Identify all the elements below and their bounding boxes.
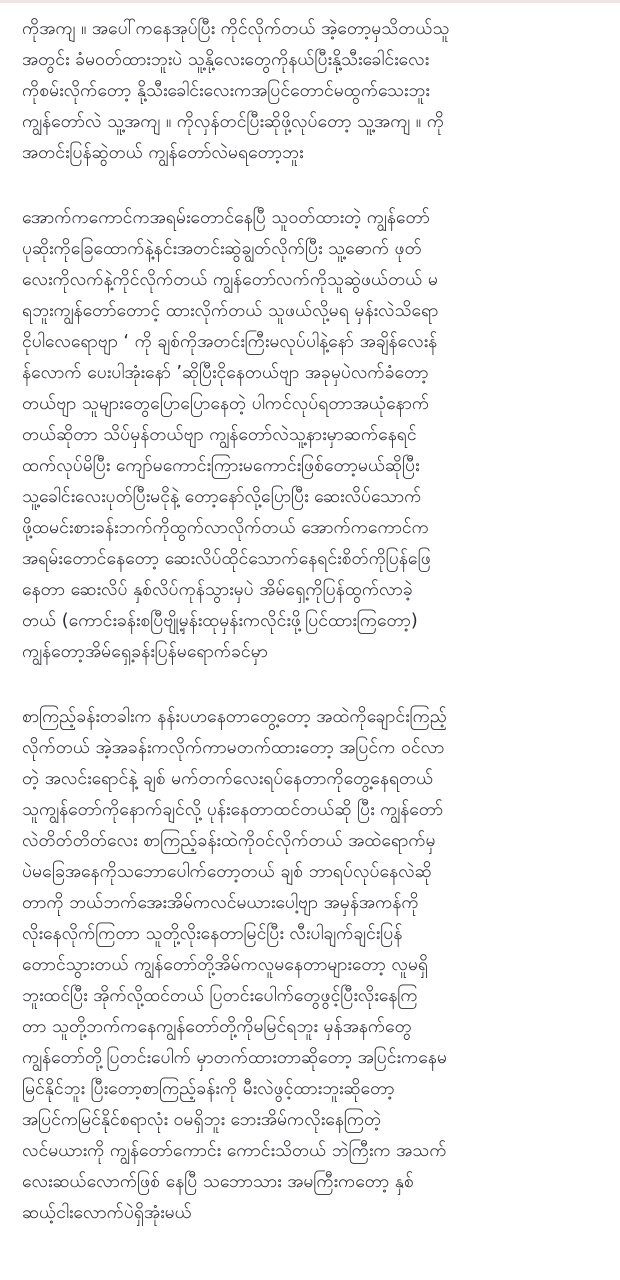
text-line: ပဲမခြေအနေကိုသဘောပေါက်တော့တယ် ချစ် ဘာရပ်လုပ်နေလဲဆို	[22, 862, 432, 882]
text-line: ဘူးထင်ပြီး အိုက်လို့ထင်တယ် ပြတင်းပေါက်တွေဖွင့်ပြီးလိုးနေကြ	[22, 986, 418, 1006]
text-line: လေးဆယ်လောက်ဖြစ် နေပြီ သဘောသား အမကြီးကတော့ နှစ်	[22, 1172, 414, 1192]
text-line: အပြင်ကမြင်နိုင်စရာလုံး ဝမရှိဘူး ဘေးအိမ်ကလိုးနေကြတဲ့	[22, 1110, 382, 1130]
text-line: တောင်သွားတယ် ကျွန်တော်တို့အိမ်ကလူမနေတာများတော့ လူမရှိ	[22, 955, 429, 975]
text-line: တယ်ဗျာ သူများတွေပြောပြောနေတဲ့ ပါကင်လုပ်ရတာအယုံနောက်	[22, 394, 430, 414]
text-line: န်လောက် ပေးပါအုံးနော် ’ဆိုပြီးငိုနေတယ်ဗျာ အခုမှပဲလက်ခံတော့	[22, 363, 429, 383]
text-line: လိုးနေလိုက်ကြတာ သူတို့လိုးနေတာမြင်ပြီး လီးပါချက်ချင်းပြန်	[22, 924, 403, 944]
text-line: ဖို့ထမင်းစားခန်းဘက်ကိုထွက်လာလိုက်တယ် အောက်ကကောင်က	[22, 518, 429, 538]
text-line: လဲတိတ်တိတ်လေး စာကြည့်ခန်းထဲကိုဝင်လိုက်တယ် အထဲရောက်မှ	[22, 831, 436, 851]
text-line: နေတာ ဆေးလိပ် နှစ်လိပ်ကုန်သွားမှပဲ အိမ်ရှေ့ကိုပြန်ထွက်လာခဲ့	[22, 580, 413, 600]
text-line: ပုဆိုးကိုခြေထောက်နဲ့နင်းအတင်းဆွဲချွတ်လိုက်ပြီး သူ့ဓောက် ဖုတ်	[22, 239, 422, 259]
text-line: ကျွန်တော့အိမ်ရှေ့ခန်းပြန်မရောက်ခင်မှာ	[22, 642, 268, 662]
paragraph-1	[22, 14, 598, 169]
text-line: သူကျွန်တော်ကိုနောက်ချင်လို့ ပုန်းနေတာထင်တယ်ဆို ပြီး ကျွန်တော်	[22, 800, 444, 820]
text-line: ရဘူးကျွန်တော်တောင့် ထားလိုက်တယ် သူဖယ်လို့မရ မှန်းလဲသိရော	[22, 301, 439, 321]
text-line: တာကို ဘယ်ဘက်အေးအိမ်ကလင်မယားပေါ့ဗျာ အမှန်အကန်ကို	[22, 893, 419, 913]
text-line: တယ်ဆိုတာ သိပ်မှန်တယ်ဗျာ ကျွန်တော်လဲသူ့နားမှာဆက်နေရင်	[22, 425, 417, 445]
text-line: စာကြည့်ခန်းတခါးက နန်းပဟနေတာတွေ့တော့ အထဲကိုချောင်းကြည့်	[22, 707, 447, 727]
paragraph-3	[22, 702, 598, 1229]
text-line: အတင်းပြန်ဆွဲတယ် ကျွန်တော်လဲမရတော့ဘူး	[22, 143, 304, 163]
text-line: လိုက်တယ် အဲ့အခန်းကလိုက်ကာမတက်ထားတော့ အပြင်က ဝင်လာ	[22, 738, 445, 758]
text-line: လင်မယားကို ကျွန်တော်ကောင်း ကောင်းသိတယ် ဘဲကြီးက အသက်	[22, 1141, 447, 1161]
text-line: ကိုစမ်းလိုက်တော့ နို့သီးခေါင်းလေးကအပြင်တောင်မထွက်သေးဘူး	[22, 81, 430, 101]
text-line: ထက်လုပ်မိပြီး ကျော်မကောင်းကြားမကောင်းဖြစ်တော့မယ်ဆိုပြီး	[22, 456, 420, 476]
text-line: ကိုအကျ​ ။ အပေါ်ကနေအုပ်ပြီး ကိုင်လိုက်တယ် အဲ့တော့မှသိတယ်သူ	[22, 19, 450, 39]
text-line: တာ သူတို့ဘက်ကနေကျွန်တော်တို့ကိုမမြင်ရဘူး မှန်အနက်တွေ	[22, 1017, 412, 1037]
text-line: ဆယ့်ငါးလောက်ပဲရှိအုံးမယ်	[22, 1203, 192, 1223]
text-line: မြင်နိုင်ဘူး ပြီးတော့စာကြည့်ခန်းကို မီးလဲဖွင့်ထားဘူးဆိုတော့	[22, 1079, 395, 1099]
top-divider	[0, 0, 620, 3]
text-line: ကျွန်တော်လဲ သူ့အကျ​ ။ ကိုလှန်တင်ပြီးဆိုဖို့လုပ်တော့ သူ့အကျ​ ။ ကို	[22, 112, 444, 132]
text-line: ငိုပါလေရောဗျာ ‘ ကို ချစ်ကိုအတင်းကြီးမလုပ်ပါနဲ့နော် အချိန်လေးန်	[22, 332, 438, 352]
paragraph-2	[22, 203, 598, 668]
text-line: အတွင်း ခံမဝတ်ထားဘူးပဲ သူ့နို့လေးတွေကိုနယ်ပြီးနို့သီးခေါင်းလေး	[22, 50, 430, 70]
text-line: အရမ်းတောင်နေတော့ ဆေးလိပ်ထိုင်သောက်နေရင်းစိတ်ကိုပြန်ဖြေ	[22, 549, 431, 569]
text-line: လေးကိုလက်နဲ့ကိုင်လိုက်တယ် ကျွန်တော်လက်ကိုသူဆွဲဖယ်တယ် မ	[22, 270, 438, 290]
text-line: အောက်ကကောင်ကအရမ်းတောင်နေပြီ သူဝတ်ထားတဲ့ ကျွန်တော်	[22, 208, 430, 228]
text-line: ကျွန်တော်တို့ပြတင်းပေါက် မှာတက်ထားတာဆိုတော့ အပြင်းကနေမ	[22, 1048, 447, 1068]
text-line: တယ် (ကောင်းခန်းစပြီဗျို့မှန်းထုမှန်းကလိုင်းဖို့ပြင်ထားကြတော့)	[22, 611, 418, 631]
text-line: တဲ့ အလင်းရောင်နဲ့ ချစ် မက်တက်လေးရပ်နေတာကိုတွေ့နေရတယ်	[22, 769, 434, 789]
text-line: သူ့ခေါင်းလေးပုတ်ပြီးမငိုနဲ့ တော့နော်လို့ပြောပြီး ဆေးလိပ်သောက်	[22, 487, 422, 507]
article-body	[22, 14, 598, 1229]
